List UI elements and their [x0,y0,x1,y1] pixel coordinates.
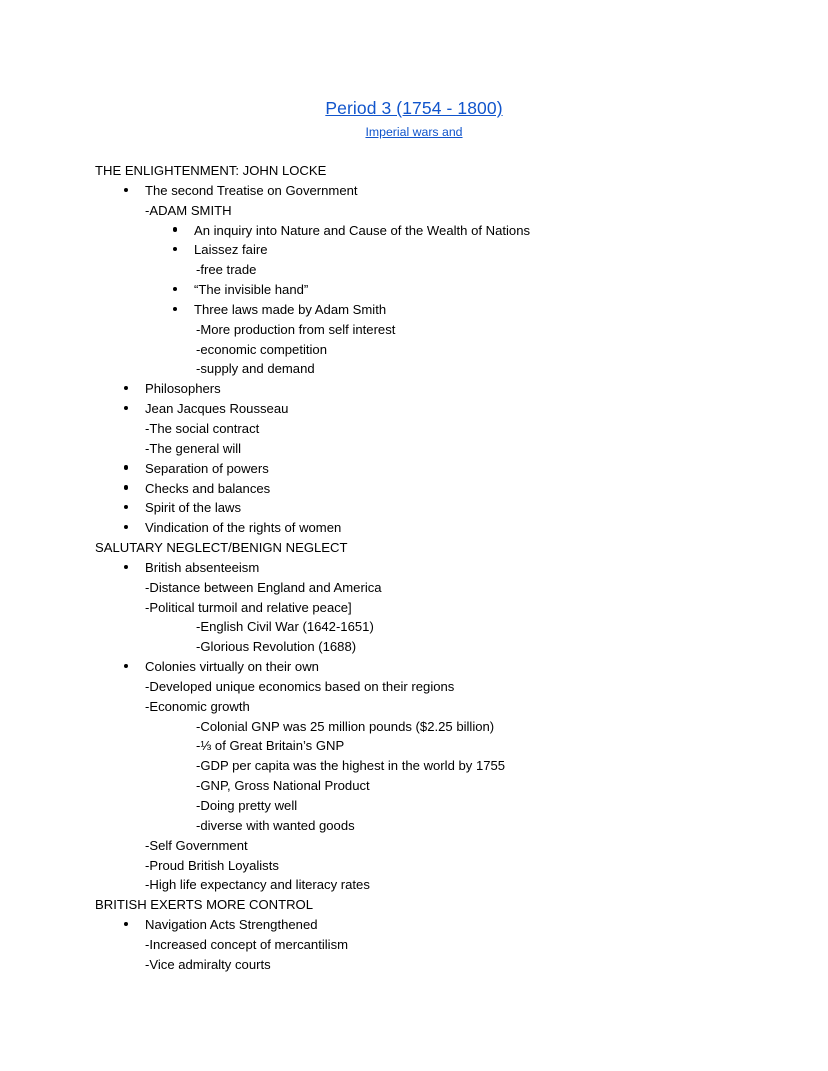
list-item-label: Vindication of the rights of women [145,520,342,536]
list-item-label: Philosophers [145,381,221,397]
bullet-icon [124,479,145,499]
outline-subline: -diverse with wanted goods [196,817,355,833]
outline-subline: -Proud British Loyalists [145,857,279,873]
bullet-icon [124,498,145,518]
list-item [124,915,788,935]
outline-subline: -Self Government [145,837,248,853]
bullet-icon [173,300,194,320]
bullet-icon [124,657,145,677]
outline-subline: -Distance between England and America [145,579,382,595]
list-item [124,181,788,201]
bullet-icon [173,280,194,300]
page-subtitle: Imperial wars and [365,125,463,139]
list-item [173,280,788,300]
bullet-icon [173,221,194,241]
section-heading: BRITISH EXERTS MORE CONTROL [95,897,314,913]
list-item-label: “The invisible hand” [194,282,309,298]
list-item-label: Colonies virtually on their own [145,659,319,675]
list-item-label: Separation of powers [145,460,269,476]
outline-subline: -ADAM SMITH [145,202,232,218]
list-item-label: Three laws made by Adam Smith [194,301,387,317]
list-item-label: Jean Jacques Rousseau [145,401,289,417]
outline-subline: -The general will [145,440,242,456]
bullet-icon [124,558,145,578]
outline-subline: -free trade [196,262,257,278]
outline-subline: -The social contract [145,420,260,436]
list-item-label: The second Treatise on Government [145,182,358,198]
outline-subline: -Political turmoil and relative peace] [145,599,352,615]
list-item [124,518,788,538]
bullet-icon [124,915,145,935]
outline-subline: -economic competition [196,341,327,357]
list-item-label: Laissez faire [194,242,268,258]
list-item [124,657,788,677]
outline-subline: -GDP per capita was the highest in the world by 1755 [196,758,506,774]
bullet-icon [124,459,145,479]
list-item [124,459,788,479]
outline-subline: -Doing pretty well [196,798,298,813]
list-item-label: Navigation Acts Strengthened [145,917,318,933]
list-item [173,221,788,241]
outline-subline: -Developed unique economics based on their regions [145,678,455,694]
document-body [0,161,828,975]
outline-subline: -English Civil War (1642-1651) [196,619,374,635]
list-item-label: Spirit of the laws [145,500,242,516]
title-block [0,0,828,141]
list-item [124,379,788,399]
page-title: Period 3 (1754 - 1800) [325,98,503,118]
bullet-icon [124,379,145,399]
outline-subline: -Glorious Revolution (1688) [196,639,357,655]
bullet-icon [124,181,145,201]
list-item [173,240,788,260]
section-heading: THE ENLIGHTENMENT: JOHN LOCKE [95,163,327,178]
list-item-label: British absenteeism [145,559,260,575]
list-item-label: Checks and balances [145,480,271,496]
bullet-icon [173,240,194,260]
outline-subline: -High life expectancy and literacy rates [145,877,370,893]
list-item [173,300,788,320]
bullet-icon [124,399,145,419]
list-item [124,479,788,499]
outline-subline: -supply and demand [196,361,315,377]
section-heading: SALUTARY NEGLECT/BENIGN NEGLECT [95,540,348,556]
outline-subline: -GNP, Gross National Product [196,778,370,794]
list-item [124,498,788,518]
outline-subline: -Colonial GNP was 25 million pounds ($2.25 billion) [196,718,495,734]
outline-subline: -Vice admiralty courts [145,956,271,972]
outline-subline: -Increased concept of mercantilism [145,936,349,952]
outline-subline: -Economic growth [145,698,250,714]
outline-subline: -More production from self interest [196,321,396,337]
list-item [124,399,788,419]
outline-subline: -⅓ of Great Britain’s GNP [196,738,345,754]
bullet-icon [124,518,145,538]
list-item-label: An inquiry into Nature and Cause of the Wealth of Nations [194,222,531,238]
list-item [124,558,788,578]
